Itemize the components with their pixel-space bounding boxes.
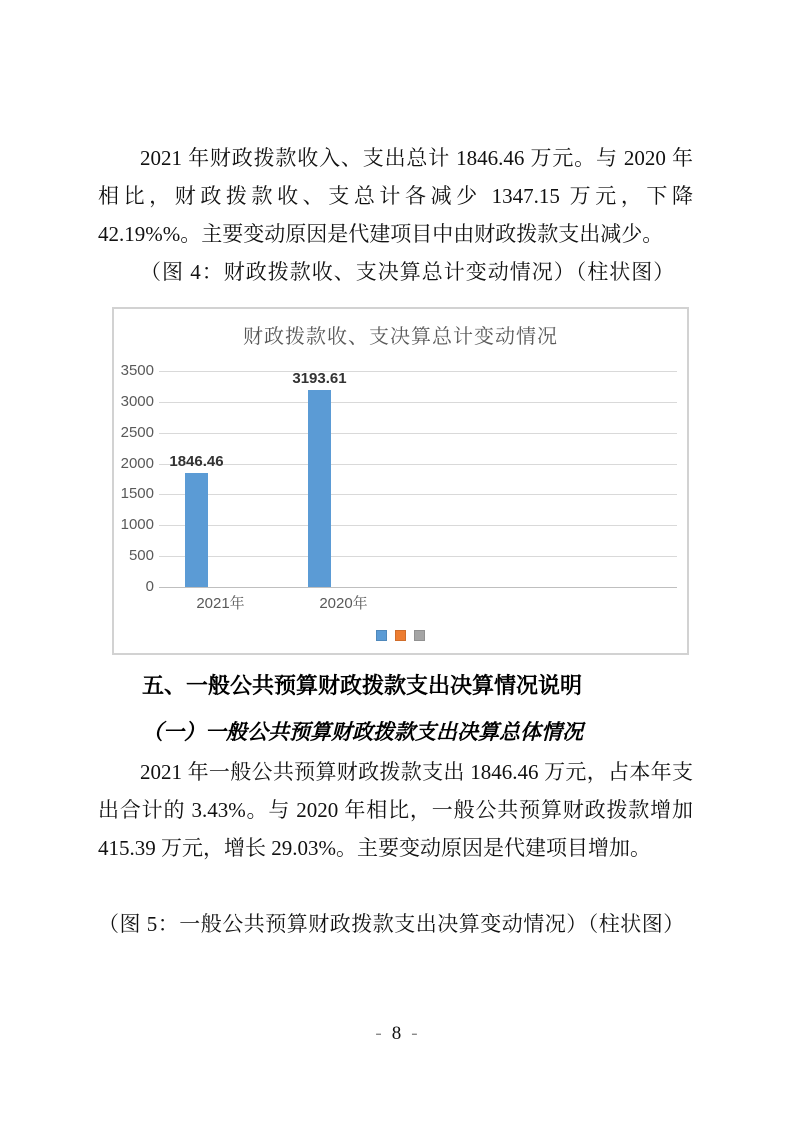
figure4-bar-chart [112, 307, 689, 655]
footer-dash-right: - [411, 1023, 418, 1044]
legend-swatch-icon [376, 630, 387, 641]
legend-swatch-icon [414, 630, 425, 641]
data-bar [308, 390, 331, 587]
y-axis-tick-label: 1000 [120, 516, 154, 534]
data-bar [185, 473, 208, 587]
footer-dash-left: - [375, 1023, 382, 1044]
y-axis-tick-label: 0 [145, 578, 154, 595]
subsection-heading: （一）一般公共预算财政拨款支出决算总体情况 [142, 720, 583, 744]
x-axis-category-label: 2021年 [196, 595, 245, 612]
page-footer [0, 1022, 793, 1046]
legend-swatch-icon [395, 630, 406, 641]
figure4-caption: （图 4：财政拨款收、支决算总计变动情况）（柱状图） [140, 260, 676, 284]
x-axis-category-label: 2020年 [319, 595, 368, 612]
y-axis-tick-label: 2000 [120, 454, 154, 472]
section-heading: 五、一般公共预算财政拨款支出决算情况说明 [142, 673, 583, 698]
intro-paragraph: 2021 年财政拨款收入、支出总计 1846.46 万元。与 2020 年相比，财政拨款收、支总计各减少 1347.15 万元，下降 42.19%%。主要变动原因是代建项目中由财政拨款支出减少。 [98, 146, 693, 246]
y-axis-tick-label: 500 [128, 547, 154, 565]
category-slot [159, 371, 282, 587]
page-content [0, 139, 793, 943]
y-axis-tick-label: 2500 [120, 423, 154, 441]
category-slot [282, 371, 405, 587]
chart-y-axis [120, 362, 154, 595]
bar-value-label: 3193.61 [292, 369, 347, 387]
chart-x-axis [159, 592, 677, 614]
y-axis-tick-label: 3000 [120, 392, 154, 410]
chart-title: 财政拨款收、支决算总计变动情况 [243, 326, 558, 348]
y-axis-tick-label: 1500 [120, 485, 154, 503]
grid-line [159, 587, 677, 588]
detail-paragraph: 2021 年一般公共预算财政拨款支出 1846.46 万元，占本年支出合计的 3.43%。与 2020 年相比，一般公共预算财政拨款增加 415.39 万元，增长 29.03%。主要变动原因是代建项目增加。 [98, 760, 693, 860]
y-axis-tick-label: 3500 [120, 362, 154, 379]
page-number: 8 [391, 1023, 402, 1044]
chart-legend [114, 630, 687, 641]
bar-value-label: 1846.46 [169, 453, 224, 471]
chart-plot-area [159, 371, 677, 587]
figure5-caption: （图 5：一般公共预算财政拨款支出决算变动情况）（柱状图） [98, 912, 685, 936]
